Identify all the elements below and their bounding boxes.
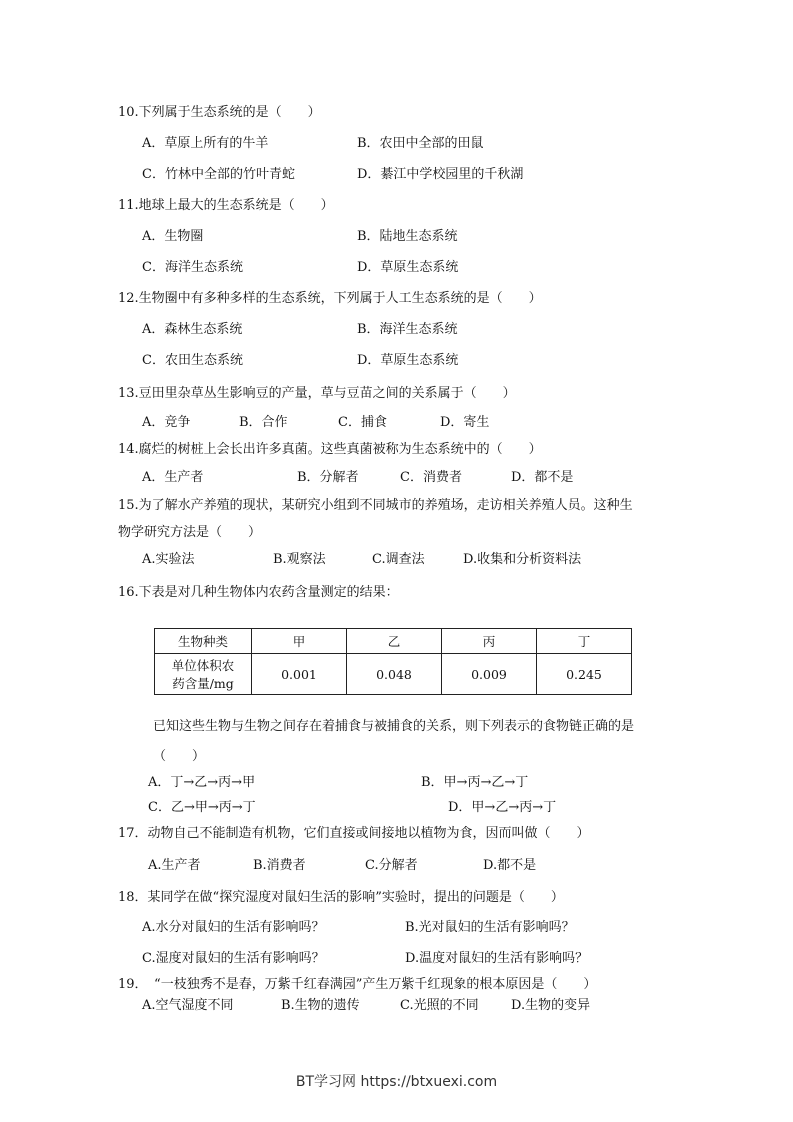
q10-option-a: A．草原上所有的牛羊 — [142, 136, 269, 151]
q18-option-b: B.光对鼠妇的生活有影响吗？ — [405, 920, 575, 935]
q14-option-d: D．都不是 — [511, 470, 574, 485]
q13-option-b: B．合作 — [239, 415, 288, 430]
table-header-cell: 乙 — [347, 629, 442, 654]
q10-option-b: B．农田中全部的田鼠 — [357, 136, 484, 151]
q14-option-a: A．生产者 — [142, 470, 204, 485]
q13-option-d: D．寄生 — [440, 415, 490, 430]
question-18-stem: 18．某同学在做“探究湿度对鼠妇生活的影响”实验时，提出的问题是（ ） — [118, 890, 564, 905]
row-label-line2: 药含量/mg — [172, 676, 234, 691]
question-11-stem: 11.地球上最大的生态系统是（ ） — [118, 198, 334, 213]
footer-watermark: BT学习网 https://btxuexi.com — [295, 1074, 498, 1090]
q17-option-d: D.都不是 — [483, 858, 537, 873]
question-10-stem: 10.下列属于生态系统的是（ ） — [118, 105, 321, 120]
q13-option-a: A．竞争 — [142, 415, 191, 430]
question-16-follow-line2: （ ） — [153, 749, 206, 764]
q11-option-a: A．生物圈 — [142, 229, 204, 244]
q19-option-a: A.空气湿度不同 — [142, 998, 234, 1013]
table-cell: 0.245 — [537, 654, 632, 695]
table-header-cell: 丙 — [442, 629, 537, 654]
question-12-stem: 12.生物圈中有多种多样的生态系统，下列属于人工生态系统的是（ ） — [118, 291, 542, 306]
q12-option-a: A．森林生态系统 — [142, 322, 243, 337]
q14-option-b: B．分解者 — [297, 470, 359, 485]
question-13-stem: 13.豆田里杂草丛生影响豆的产量，草与豆苗之间的关系属于（ ） — [118, 386, 516, 401]
q16-option-a: A．丁→乙→丙→甲 — [148, 775, 256, 790]
q17-option-b: B.消费者 — [253, 858, 306, 873]
q16-option-b: B．甲→丙→乙→丁 — [421, 775, 529, 790]
pesticide-table — [154, 628, 632, 695]
q12-option-c: C．农田生态系统 — [142, 353, 243, 368]
q17-option-c: C.分解者 — [365, 858, 418, 873]
q18-option-d: D.温度对鼠妇的生活有影响吗？ — [405, 951, 589, 966]
question-15-stem-line1: 15.为了解水产养殖的现状，某研究小组到不同城市的养殖场，走访相关养殖人员。这种生 — [118, 498, 633, 513]
table-header-cell: 生物种类 — [155, 629, 252, 654]
table-cell: 0.048 — [347, 654, 442, 695]
q15-option-d: D.收集和分析资料法 — [463, 552, 582, 567]
table-row — [155, 654, 632, 695]
table-cell: 0.001 — [252, 654, 347, 695]
q15-option-b: B.观察法 — [273, 552, 326, 567]
q14-option-c: C．消费者 — [400, 470, 462, 485]
question-17-stem: 17．动物自己不能制造有机物，它们直接或间接地以植物为食，因而叫做（ ） — [118, 826, 590, 841]
q10-option-d: D．綦江中学校园里的千秋湖 — [357, 167, 524, 182]
q11-option-b: B．陆地生态系统 — [357, 229, 458, 244]
table-row-label — [155, 654, 252, 695]
q13-option-c: C．捕食 — [338, 415, 387, 430]
q10-option-c: C．竹林中全部的竹叶青蛇 — [142, 167, 295, 182]
q18-option-c: C.湿度对鼠妇的生活有影响吗？ — [142, 951, 325, 966]
table-header-cell: 甲 — [252, 629, 347, 654]
question-14-stem: 14.腐烂的树桩上会长出许多真菌。这些真菌被称为生态系统中的（ ） — [118, 442, 542, 457]
q12-option-d: D．草原生态系统 — [357, 353, 459, 368]
table-header-cell: 丁 — [537, 629, 632, 654]
q18-option-a: A.水分对鼠妇的生活有影响吗？ — [142, 920, 325, 935]
q19-option-b: B.生物的遗传 — [281, 998, 360, 1013]
q12-option-b: B．海洋生态系统 — [357, 322, 458, 337]
q17-option-a: A.生产者 — [148, 858, 201, 873]
table-cell: 0.009 — [442, 654, 537, 695]
question-19-stem: 19． “一枝独秀不是春，万紫千红春满园”产生万紫千红现象的根本原因是（ ） — [118, 977, 597, 992]
q16-option-d: D．甲→乙→丙→丁 — [448, 800, 557, 815]
q15-option-c: C.调查法 — [372, 552, 425, 567]
q19-option-d: D.生物的变异 — [511, 998, 591, 1013]
question-15-stem-line2: 物学研究方法是（ ） — [118, 525, 262, 540]
q15-option-a: A.实验法 — [142, 552, 195, 567]
q16-option-c: C．乙→甲→丙→丁 — [148, 800, 256, 815]
question-16-stem: 16.下表是对几种生物体内农药含量测定的结果： — [118, 585, 399, 600]
q11-option-c: C．海洋生态系统 — [142, 260, 243, 275]
q19-option-c: C.光照的不同 — [400, 998, 479, 1013]
q11-option-d: D．草原生态系统 — [357, 260, 459, 275]
question-16-follow-line1: 已知这些生物与生物之间存在着捕食与被捕食的关系，则下列表示的食物链正确的是 — [153, 719, 635, 734]
table-header-row — [155, 629, 632, 654]
row-label-line1: 单位体积农 — [171, 658, 235, 673]
